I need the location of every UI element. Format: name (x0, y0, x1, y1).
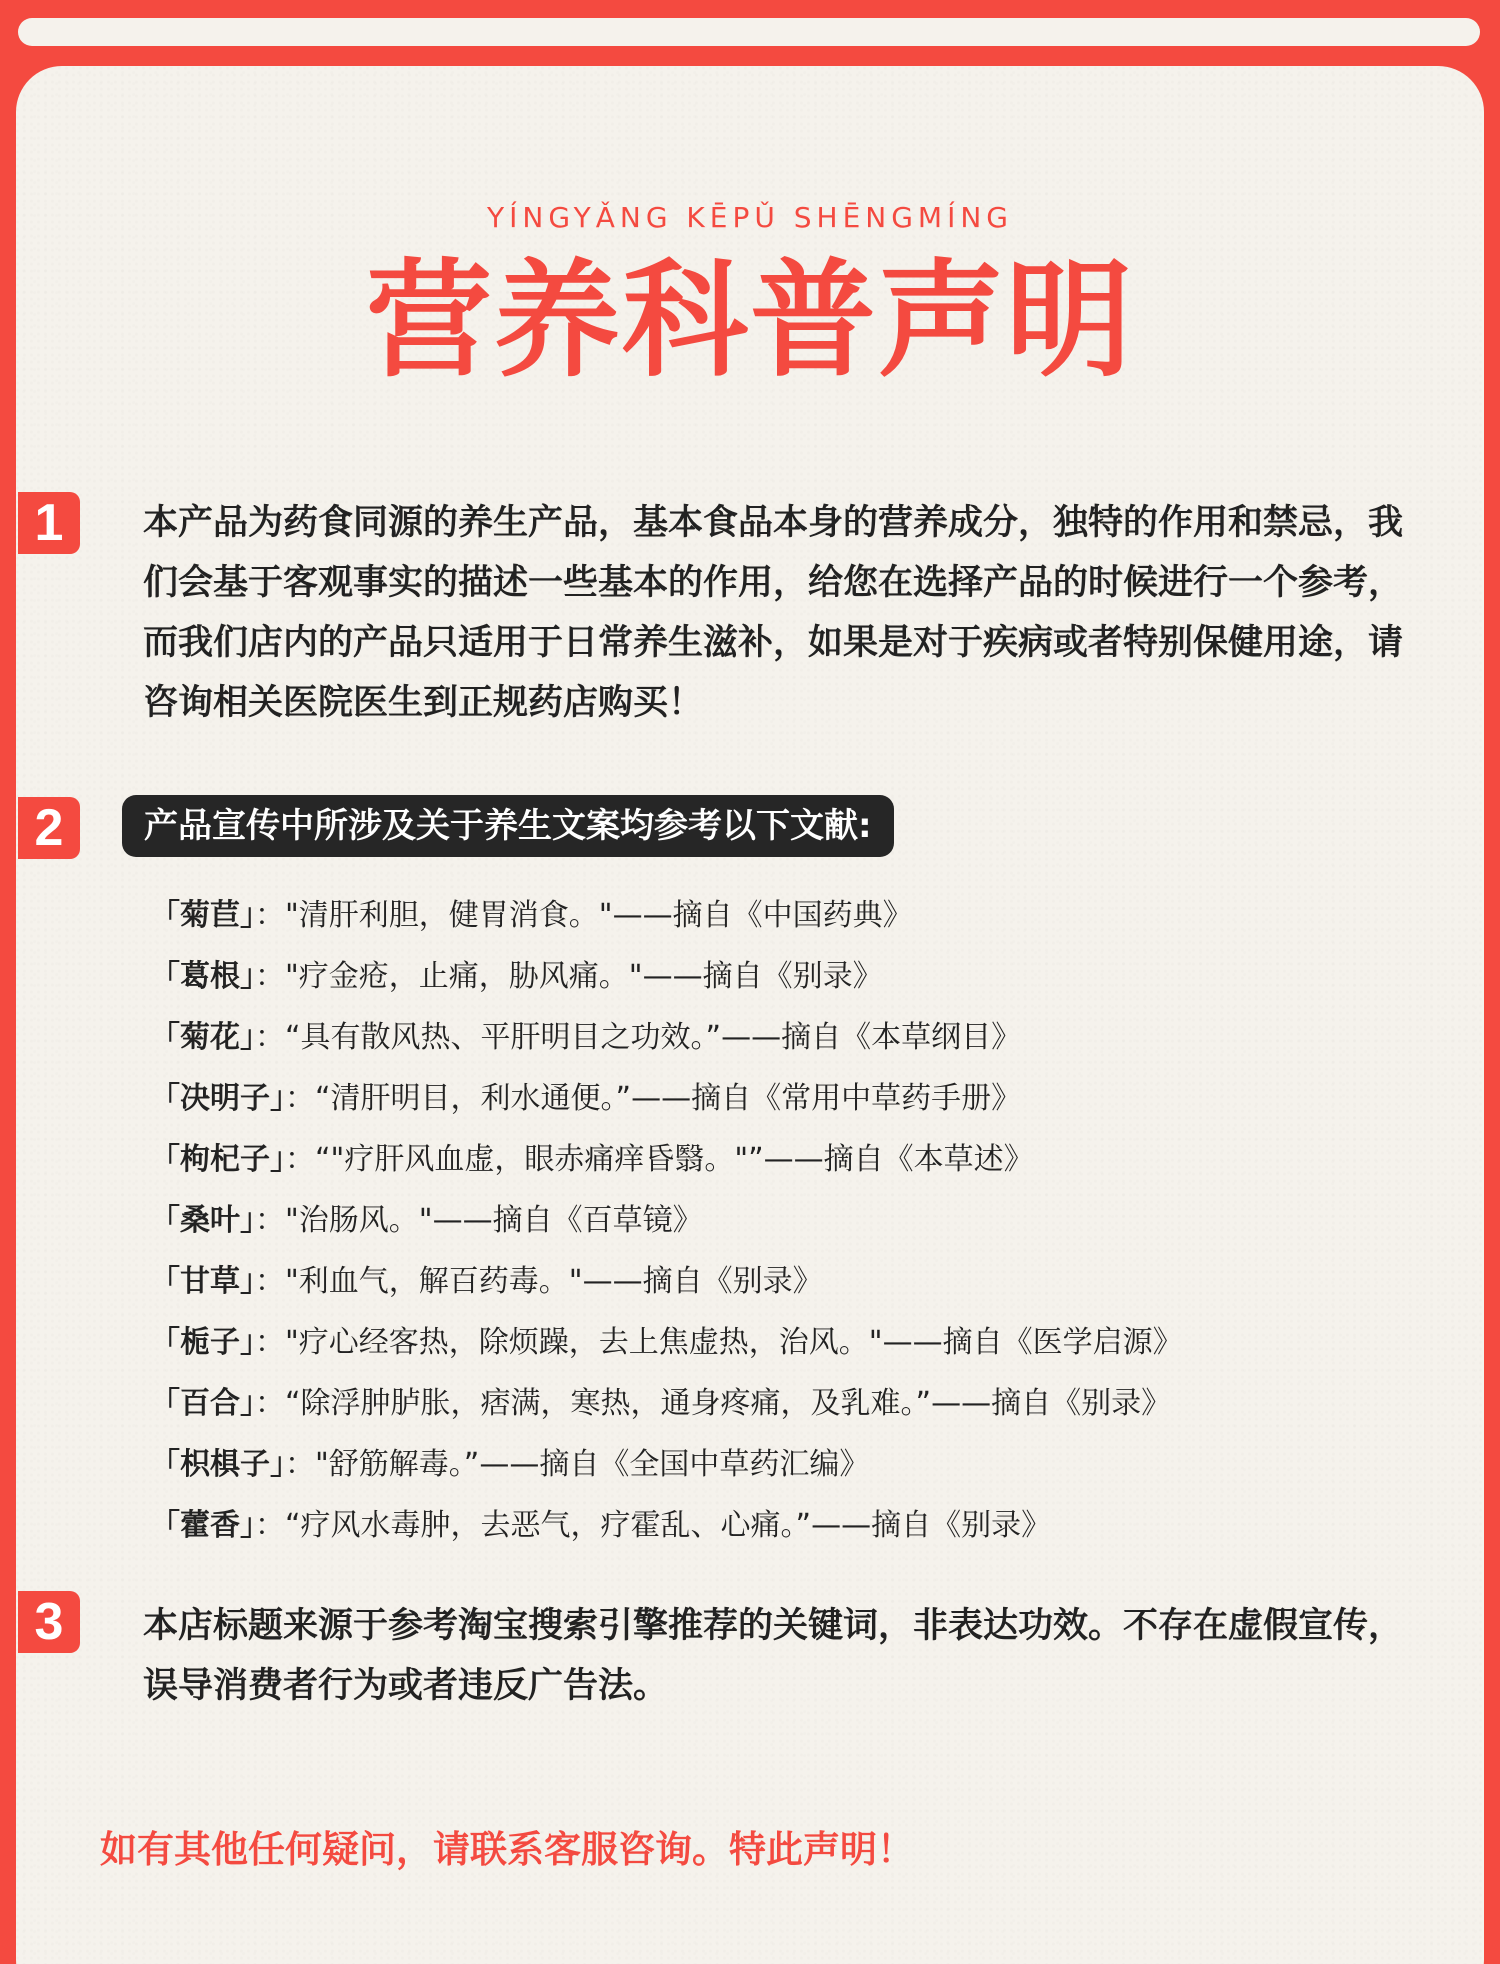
closing-statement: 如有其他任何疑问，请联系客服咨询。特此声明！ (100, 1828, 914, 1871)
reference-herb: 「枸杞子」 (150, 1142, 285, 1177)
reference-quote: ：“"疗肝风血虚，眼赤痛痒昏翳。"”——摘自《本草述》 (285, 1142, 1034, 1177)
section-1-text: 本产品为药食同源的养生产品，基本食品本身的营养成分，独特的作用和禁忌，我们会基于客观事实的描述一些基本的作用，给您在选择产品的时候进行一个参考，而我们店内的产品只适用于日常养生滋补，如果是对于疾病或者特别保健用途，请咨询相关医院医生到正规药店购买！ (143, 503, 1404, 723)
section-number-1: 1 (18, 492, 80, 554)
section-3-text: 本店标题来源于参考淘宝搜索引擎推荐的关键词，非表达功效。不存在虚假宣传，误导消费者行为或者违反广告法。 (143, 1606, 1404, 1706)
section-number-3: 3 (18, 1591, 80, 1653)
reference-item (150, 1251, 1450, 1312)
reference-herb: 「栀子」 (150, 1325, 255, 1360)
reference-quote: ："清肝利胆，健胃消食。"——摘自《中国药典》 (255, 898, 913, 933)
reference-quote: ：“除浮肿胪胀，痞满，寒热，通身疼痛，及乳难。”——摘自《别录》 (255, 1386, 1172, 1421)
reference-herb: 「桑叶」 (150, 1203, 255, 1238)
reference-quote: ："疗心经客热，除烦躁，去上焦虚热，治风。"——摘自《医学启源》 (255, 1325, 1183, 1360)
reference-herb: 「菊花」 (150, 1020, 255, 1055)
reference-herb: 「百合」 (150, 1386, 255, 1421)
reference-item (150, 1007, 1450, 1068)
reference-item (150, 1190, 1450, 1251)
reference-quote: ："疗金疮，止痛，胁风痛。"——摘自《别录》 (255, 959, 883, 994)
reference-item (150, 1495, 1450, 1556)
reference-item (150, 1434, 1450, 1495)
pinyin-subtitle: YÍNGYǍNG KĒPǓ SHĒNGMÍNG (487, 201, 1013, 234)
reference-item (150, 1129, 1450, 1190)
reference-quote: ："治肠风。"——摘自《百草镜》 (255, 1203, 703, 1238)
reference-herb: 「菊苣」 (150, 898, 255, 933)
references-list (150, 885, 1450, 1556)
reference-herb: 「枳椇子」 (150, 1447, 285, 1482)
reference-quote: ：“清肝明目，利水通便。”——摘自《常用中草药手册》 (285, 1081, 1022, 1116)
reference-herb: 「甘草」 (150, 1264, 255, 1299)
reference-item (150, 1312, 1450, 1373)
reference-item (150, 1373, 1450, 1434)
top-strip (18, 18, 1480, 46)
reference-quote: ："利血气，解百药毒。"——摘自《别录》 (255, 1264, 823, 1299)
section-number-2: 2 (18, 797, 80, 859)
reference-herb: 「决明子」 (150, 1081, 285, 1116)
references-heading: 产品宣传中所涉及关于养生文案均参考以下文献: (122, 795, 894, 857)
reference-item (150, 1068, 1450, 1129)
reference-quote: ：“具有散风热、平肝明目之功效。”——摘自《本草纲目》 (255, 1020, 1022, 1055)
reference-item (150, 946, 1450, 1007)
page-title: 营养科普声明 (366, 247, 1134, 394)
reference-herb: 「藿香」 (150, 1508, 255, 1543)
reference-item (150, 885, 1450, 946)
reference-herb: 「葛根」 (150, 959, 255, 994)
reference-quote: ："舒筋解毒。”——摘自《全国中草药汇编》 (285, 1447, 870, 1482)
reference-quote: ：“疗风水毒肿，去恶气，疗霍乱、心痛。”——摘自《别录》 (255, 1508, 1052, 1543)
